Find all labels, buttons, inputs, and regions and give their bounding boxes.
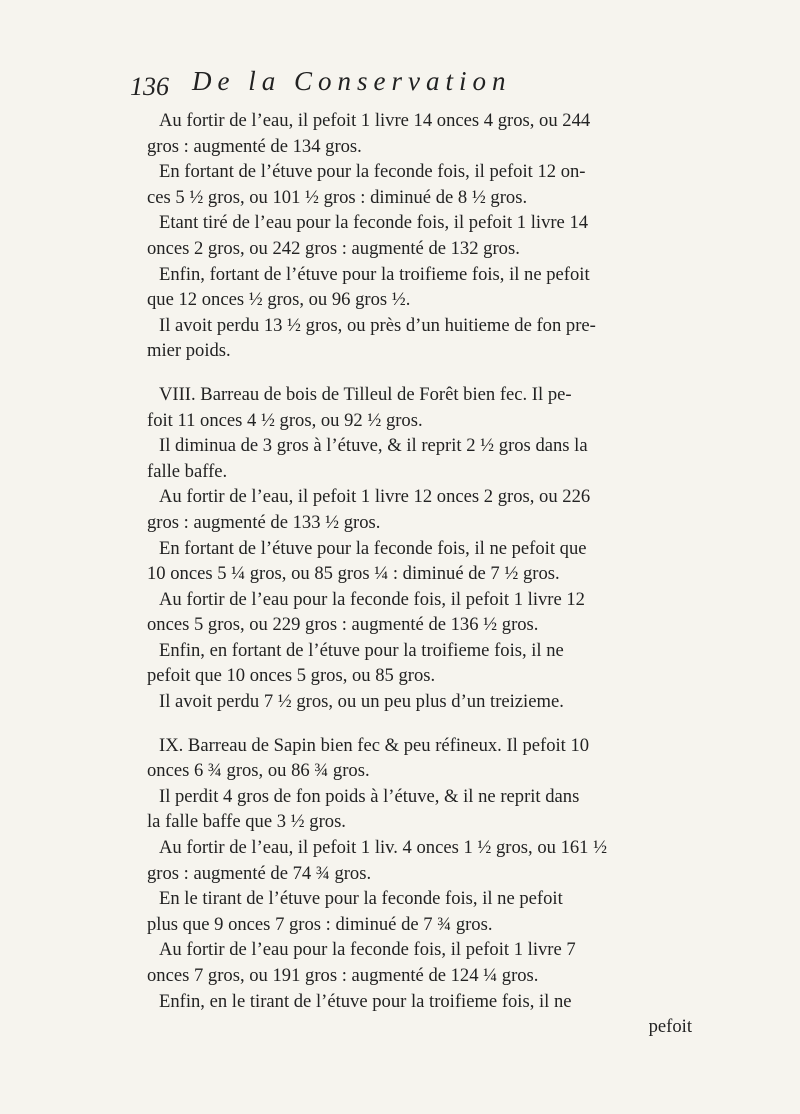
text-line: Etant tiré de l’eau pour la feconde fois, il pefoit 1 livre 14 [159,212,589,234]
text-line: Au fortir de l’eau pour la feconde fois, il pefoit 1 livre 7 [159,939,576,961]
paragraph-gap [147,715,702,733]
text-line: Au fortir de l’eau pour la feconde fois, il pefoit 1 livre 12 [159,588,585,610]
catchword: pefoit [648,1016,692,1038]
text-line: onces 2 gros, ou 242 gros : augmenté de 132 gros. [147,237,520,259]
text-line: onces 6 ¾ gros, ou 86 ¾ gros. [147,760,370,782]
page-header [130,66,690,106]
paragraph-block [147,733,702,1040]
text-line: Enfin, en le tirant de l’étuve pour la troifieme fois, il ne [159,990,572,1012]
text-line: Il avoit perdu 13 ½ gros, ou près d’un huitieme de fon pre- [159,314,596,336]
text-line: Enfin, fortant de l’étuve pour la troifieme fois, il ne pefoit [159,263,590,285]
paragraph-block [147,108,702,364]
body-text [147,108,702,1040]
text-line: En le tirant de l’étuve pour la feconde fois, il ne pefoit [159,888,563,910]
text-line: Au fortir de l’eau, il pefoit 1 liv. 4 onces 1 ½ gros, ou 161 ½ [159,837,608,859]
text-line: IX. Barreau de Sapin bien fec & peu réfineux. Il pefoit 10 [159,734,590,756]
page-number: 136 [130,72,169,101]
text-line: onces 5 gros, ou 229 gros : augmenté de 136 ½ gros. [147,614,539,636]
text-line: onces 7 gros, ou 191 gros : augmenté de 124 ¼ gros. [147,965,539,986]
text-line: Enfin, en fortant de l’étuve pour la troifieme fois, il ne [159,639,564,661]
text-line: la falle baffe que 3 ½ gros. [147,811,346,833]
text-line: ces 5 ½ gros, ou 101 ½ gros : diminué de 8 ½ gros. [147,186,528,208]
text-line: Il diminua de 3 gros à l’étuve, & il reprit 2 ½ gros dans la [159,435,588,457]
running-title: De la Conservation [192,66,512,96]
text-line: 10 onces 5 ¼ gros, ou 85 gros ¼ : diminué de 7 ½ gros. [147,563,560,585]
text-line: gros : augmenté de 74 ¾ gros. [147,862,372,884]
text-line: pefoit que 10 onces 5 gros, ou 85 gros. [147,665,436,687]
text-line: Il avoit perdu 7 ½ gros, ou un peu plus d’un treizieme. [159,691,564,713]
text-line: plus que 9 onces 7 gros : diminué de 7 ¾ gros. [147,913,493,935]
text-line: gros : augmenté de 134 gros. [147,135,362,157]
text-line: foit 11 onces 4 ½ gros, ou 92 ½ gros. [147,409,423,431]
paragraph-gap [147,364,702,382]
text-line: falle baffe. [147,460,228,482]
paragraph-block [147,382,702,715]
text-line: Au fortir de l’eau, il pefoit 1 livre 12 onces 2 gros, ou 226 [159,486,591,508]
text-line: Au fortir de l’eau, il pefoit 1 livre 14 onces 4 gros, ou 244 [159,110,591,131]
text-line: que 12 onces ½ gros, ou 96 gros ½. [147,289,411,311]
text-line: gros : augmenté de 133 ½ gros. [147,511,381,533]
text-line: mier poids. [147,340,231,362]
text-line: En fortant de l’étuve pour la feconde fois, il ne pefoit que [159,537,587,559]
text-line: VIII. Barreau de bois de Tilleul de Forêt bien fec. Il pe- [159,383,572,405]
text-line: En fortant de l’étuve pour la feconde fois, il pefoit 12 on- [159,161,586,183]
text-line: Il perdit 4 gros de fon poids à l’étuve, & il ne reprit dans [159,785,580,807]
